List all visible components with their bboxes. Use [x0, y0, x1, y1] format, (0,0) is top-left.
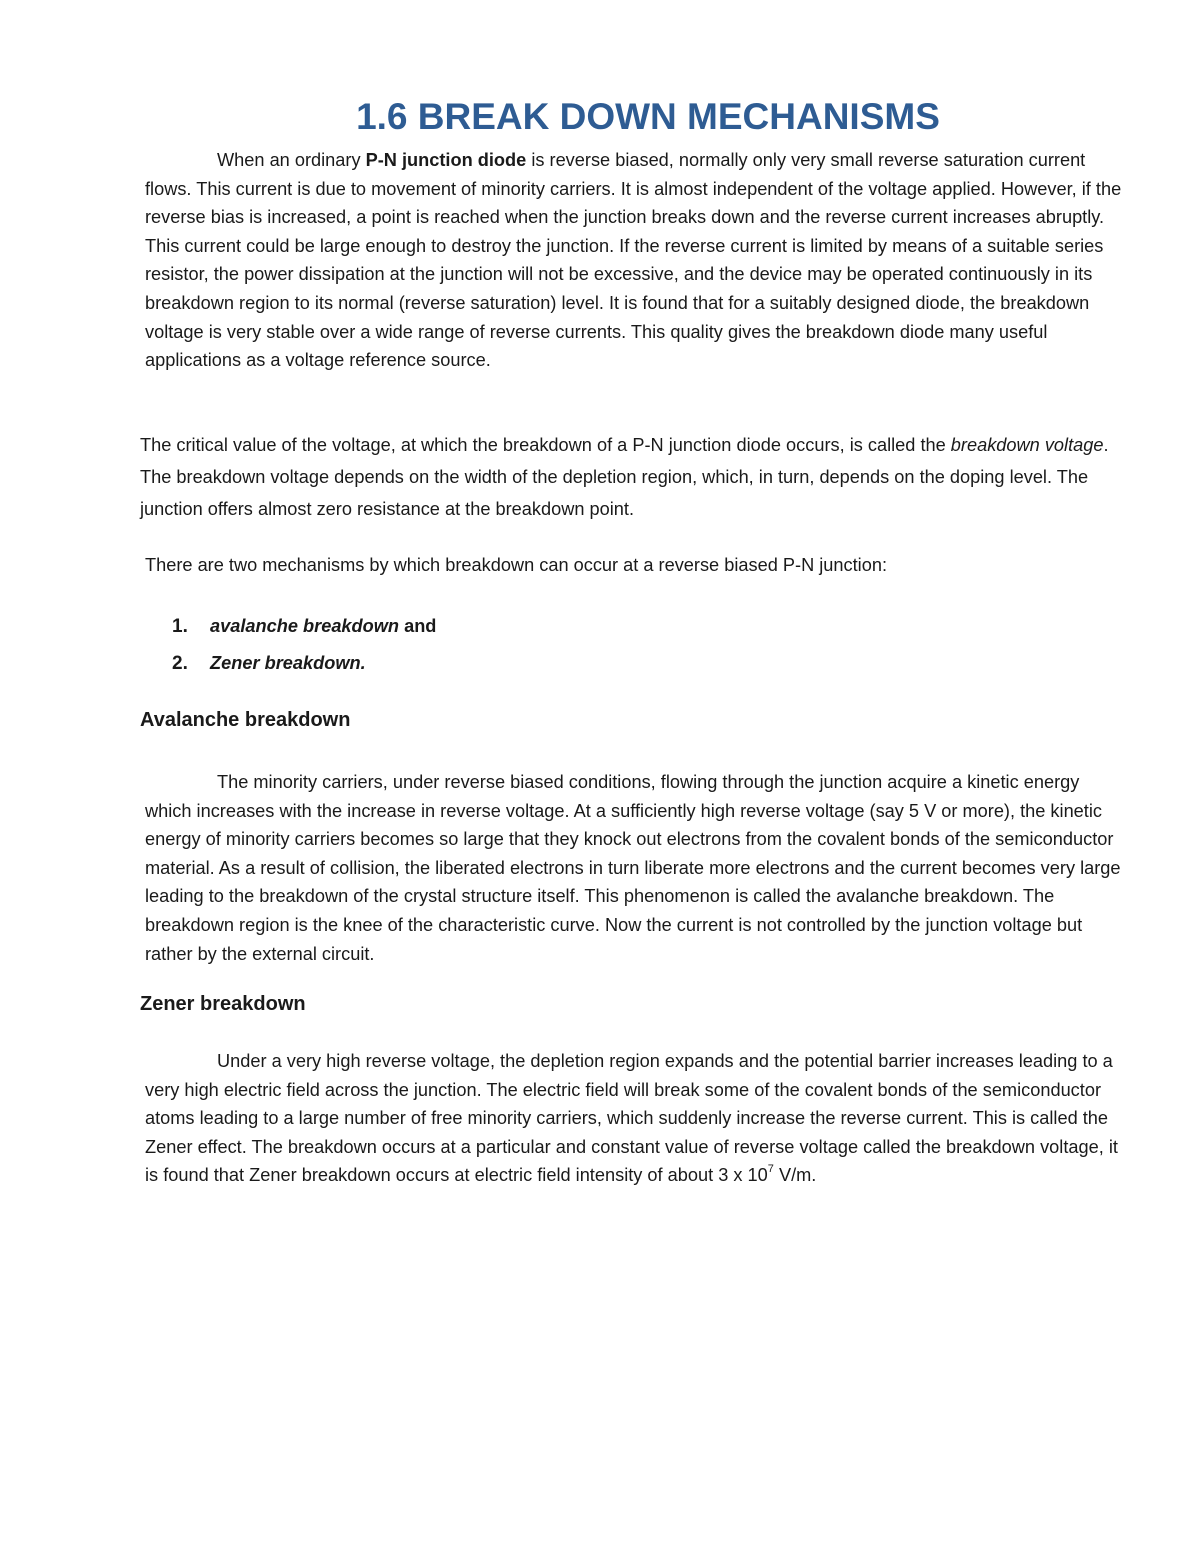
list-term: Zener breakdown.	[210, 653, 366, 673]
zener-paragraph	[145, 1047, 1130, 1190]
definition-lead: The critical value of the voltage, at which the breakdown of a P-N junction diode occurs, is called the	[140, 435, 951, 455]
zener-exponent: 7	[767, 1163, 774, 1176]
list-number: 2.	[172, 653, 188, 674]
page-title: 1.6 BREAK DOWN MECHANISMS	[356, 96, 940, 137]
list-tail: and	[399, 616, 437, 636]
intro-paragraph	[145, 146, 1130, 375]
definition-paragraph	[140, 429, 1125, 525]
definition-term: breakdown voltage	[950, 435, 1104, 455]
list-number: 1.	[172, 616, 188, 637]
zener-heading: Zener breakdown	[140, 993, 306, 1015]
intro-lead: When an ordinary	[217, 150, 366, 170]
avalanche-paragraph: The minority carriers, under reverse biased conditions, flowing through the junction acquire a kinetic energy which increases with the increase in reverse voltage. At a sufficiently high reverse voltage (say 5 V or more), the kinetic energy of minority carriers becomes so large that they knock out electrons from the covalent bonds of the semiconductor material. As a result of collision, the liberated electrons in turn liberate more electrons and the current becomes very large leading to the breakdown of the crystal structure itself. This phenomenon is called the avalanche breakdown. The breakdown region is the knee of the characteristic curve. Now the current is not controlled by the junction voltage but rather by the external circuit.	[145, 772, 1121, 964]
mechanisms-list	[172, 612, 436, 686]
intro-rest: is reverse biased, normally only very small reverse saturation current flows. This current is due to movement of minority carriers. It is almost independent of the voltage applied. However, if the reverse bias is increased, a point is reached when the junction breaks down and the reverse current increases abruptly. This current could be large enough to destroy the junction. If the reverse current is limited by means of a suitable series resistor, the power dissipation at the junction will not be excessive, and the device may be operated continuously in its breakdown region to its normal (reverse saturation) level. It is found that for a suitably designed diode, the breakdown voltage is very stable over a wide range of reverse currents. This quality gives the breakdown diode many useful applications as a voltage reference source.	[145, 150, 1122, 371]
mechanisms-intro: There are two mechanisms by which breakdown can occur at a reverse biased P-N junction:	[145, 555, 887, 575]
avalanche-heading: Avalanche breakdown	[140, 709, 351, 731]
zener-text: Under a very high reverse voltage, the depletion region expands and the potential barrier increases leading to a very high electric field across the junction. The electric field will break some of the covalent bonds of the semiconductor atoms leading to a large number of free minority carriers, which suddenly increase the reverse current. This is called the Zener effect. The breakdown occurs at a particular and constant value of reverse voltage called the breakdown voltage, it is found that Zener breakdown occurs at electric field intensity of about 3 x 10	[145, 1051, 1118, 1186]
list-item	[172, 612, 436, 649]
definition-rest: . The breakdown voltage depends on the width of the depletion region, which, in turn, depends on the doping level. The junction offers almost zero resistance at the breakdown point.	[140, 435, 1109, 519]
list-item	[172, 649, 436, 686]
zener-unit: V/m.	[773, 1165, 817, 1186]
intro-bold-term: P-N junction diode	[365, 150, 527, 170]
list-term: avalanche breakdown	[210, 616, 400, 636]
